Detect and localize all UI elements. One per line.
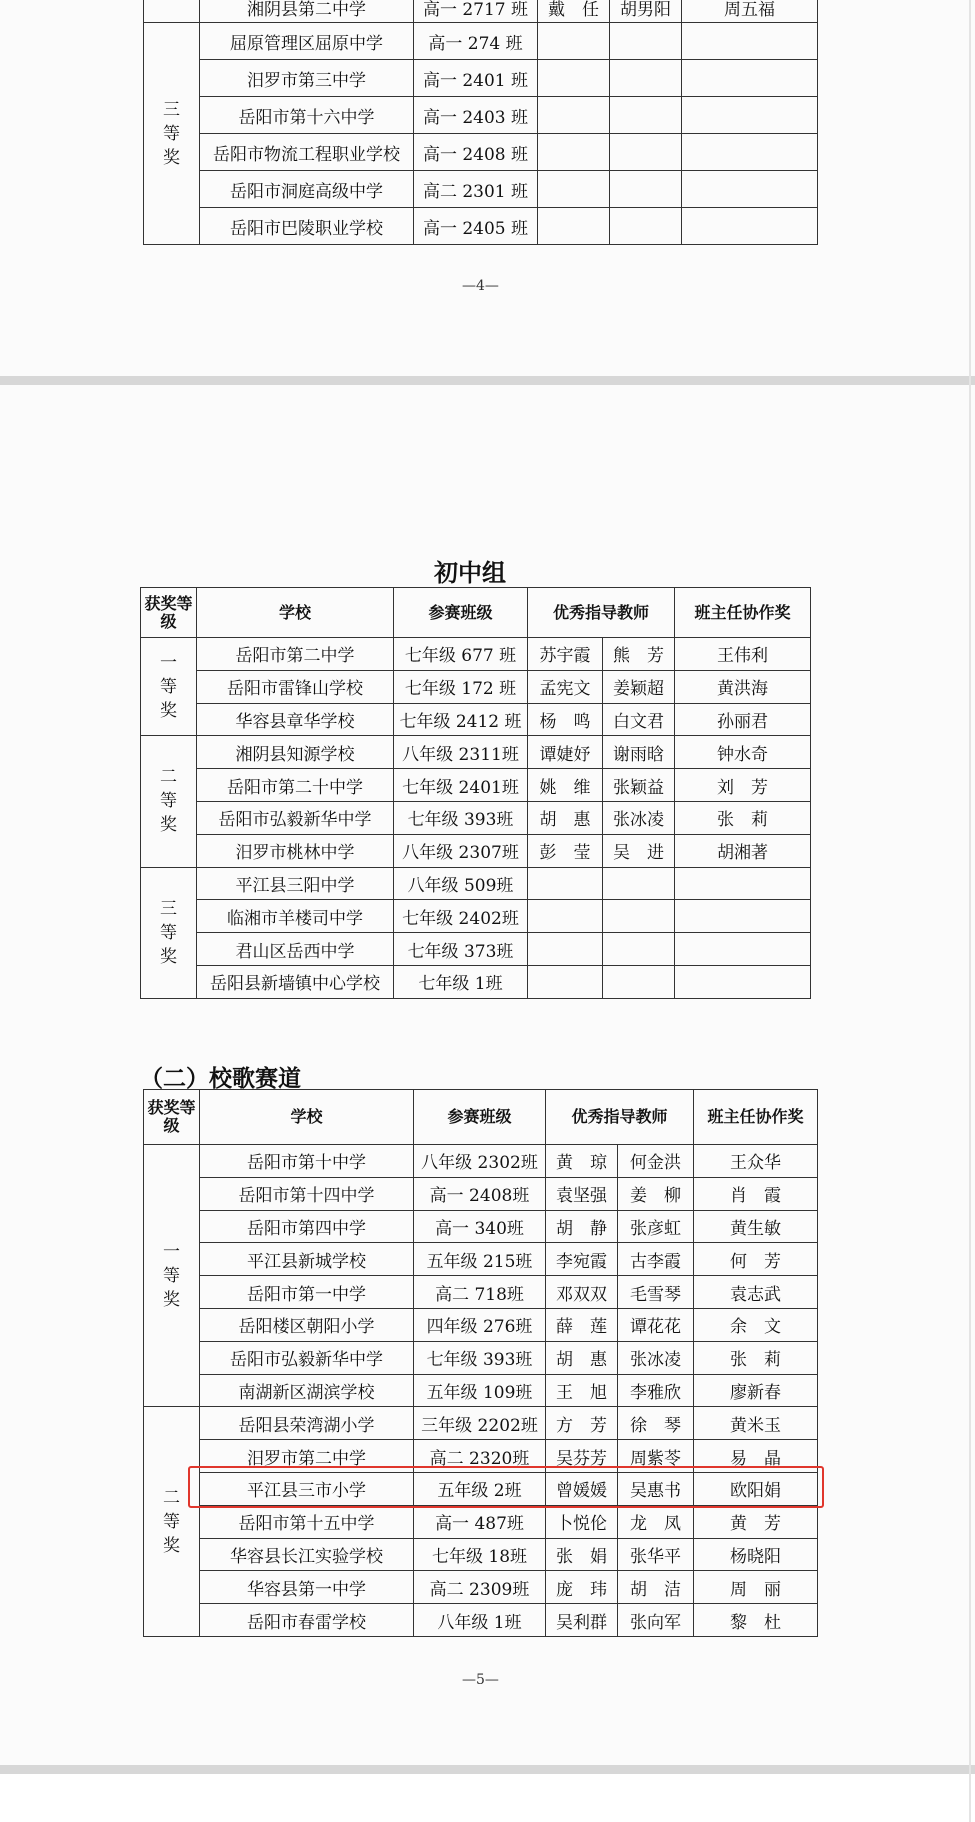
table-row [144,1571,818,1604]
helper-cell: 何 芳 [694,1243,818,1276]
school-cell: 岳阳市弘毅新华中学 [200,1341,414,1374]
teacher-cell: 姚 维 [528,769,603,802]
teacher-cell [528,965,603,998]
song-header-row [144,1090,818,1145]
class-cell: 八年级 1班 [414,1604,546,1637]
table-row [141,638,811,671]
teacher-cell [538,97,610,134]
table-row [141,670,811,703]
prize-level-text: 一等奖 [160,652,177,721]
helper-cell [675,933,811,966]
school-cell: 君山区岳西中学 [197,933,394,966]
t2-cell: 胡男阳 [610,0,682,23]
school-cell: 岳阳市洞庭高级中学 [200,171,414,208]
scroll-edge [969,0,971,1822]
school-cell: 岳阳市第十四中学 [200,1177,414,1210]
school-cell: 岳阳市第一中学 [200,1276,414,1309]
helper-cell: 黎 杜 [694,1604,818,1637]
helper-cell: 王众华 [694,1145,818,1178]
teacher-cell: 张华平 [618,1538,694,1571]
class-cell: 高一 487班 [414,1505,546,1538]
class-cell: 高一 2403 班 [414,97,538,134]
header-teachers: 优秀指导教师 [528,588,675,638]
teacher-cell: 谭花花 [618,1308,694,1341]
song-table-body [144,1145,818,1637]
class-cell: 七年级 2401班 [394,769,528,802]
prize-level-cell [144,0,200,23]
class-cell: 八年级 509班 [394,867,528,900]
teacher-cell [538,134,610,171]
class-cell: 高一 340班 [414,1210,546,1243]
header-level: 获奖等级 [141,588,197,638]
class-cell: 八年级 2311班 [394,736,528,769]
class-cell: 高一 2401 班 [414,60,538,97]
teacher-cell: 彭 莹 [528,834,603,867]
school-cell: 平江县三阳中学 [197,867,394,900]
teacher-cell: 李宛霞 [546,1243,618,1276]
song-section-title: （二）校歌赛道 [140,1065,301,1092]
helper-cell: 袁志武 [694,1276,818,1309]
class-cell: 八年级 2307班 [394,834,528,867]
table-row [141,801,811,834]
teacher-cell [603,933,675,966]
teacher-cell: 庞 玮 [546,1571,618,1604]
school-cell: 岳阳市第十五中学 [200,1505,414,1538]
school-cell: 岳阳市第十中学 [200,1145,414,1178]
table-row [144,1177,818,1210]
prize-level-text: 二等奖 [160,767,177,836]
table-row [141,834,811,867]
highlight-box [188,1466,824,1508]
prize-level-text: 一等奖 [163,1241,180,1310]
table-row [141,933,811,966]
helper-cell: 王伟利 [675,638,811,671]
class-cell: 七年级 2412 班 [394,703,528,736]
teacher-cell [610,23,682,60]
table-row [144,171,818,208]
helper-cell: 黄 芳 [694,1505,818,1538]
teacher-cell: 胡 静 [546,1210,618,1243]
teacher-cell: 方 芳 [546,1407,618,1440]
page-number-4: —4— [462,278,499,294]
table-row [144,97,818,134]
school-cell: 岳阳市第十六中学 [200,97,414,134]
teacher-cell: 谢雨晗 [603,736,675,769]
helper-cell: 周 丽 [694,1571,818,1604]
school-cell: 岳阳楼区朝阳小学 [200,1308,414,1341]
class-cell: 高一 2717 班 [414,0,538,23]
teacher-cell: 杨 鸣 [528,703,603,736]
school-cell: 岳阳市春雷学校 [200,1604,414,1637]
teacher-cell [528,867,603,900]
teacher-cell: 曾媛媛 [546,1472,618,1505]
helper-cell [675,867,811,900]
class-cell: 七年级 393班 [394,801,528,834]
table-row [144,1145,818,1178]
class-cell: 高二 2301 班 [414,171,538,208]
class-cell: 七年级 172 班 [394,670,528,703]
table-row [141,900,811,933]
page-number-5: —5— [462,1672,499,1688]
table-row [144,1210,818,1243]
table-row [144,1341,818,1374]
helper-cell: 胡湘著 [675,834,811,867]
teacher-cell: 谭婕妤 [528,736,603,769]
school-cell: 平江县新城学校 [200,1243,414,1276]
class-cell: 五年级 2班 [414,1472,546,1505]
helper-cell: 杨晓阳 [694,1538,818,1571]
junior-header-row [141,588,811,638]
class-cell: 七年级 393班 [414,1341,546,1374]
teacher-cell [528,933,603,966]
teacher-cell: 吴惠书 [618,1472,694,1505]
table-row [141,769,811,802]
teacher-cell: 姜颖超 [603,670,675,703]
table-row [144,1538,818,1571]
teacher-cell [610,208,682,245]
school-cell: 岳阳县新墙镇中心学校 [197,965,394,998]
helper-cell: 黄生敏 [694,1210,818,1243]
school-cell: 岳阳市弘毅新华中学 [197,801,394,834]
helper-cell [682,97,818,134]
prize-level-text: 二等奖 [163,1487,180,1556]
teacher-cell: 胡 惠 [546,1341,618,1374]
class-cell: 五年级 215班 [414,1243,546,1276]
teacher-cell: 张向军 [618,1604,694,1637]
teacher-cell: 白文君 [603,703,675,736]
teacher-cell: 熊 芳 [603,638,675,671]
table-row [144,1505,818,1538]
table-row [141,703,811,736]
helper-cell: 孙丽君 [675,703,811,736]
teacher-cell: 吴 进 [603,834,675,867]
helper-cell [682,208,818,245]
header-class: 参赛班级 [414,1090,546,1145]
prize-level-label [144,23,200,245]
school-cell: 岳阳市第二中学 [197,638,394,671]
junior-table-body [141,638,811,999]
class-cell: 高一 2405 班 [414,208,538,245]
header-level: 获奖等级 [144,1090,200,1145]
prize-level-label [141,638,197,736]
teacher-cell [538,23,610,60]
school-cell: 屈原管理区屈原中学 [200,23,414,60]
junior-group-title: 初中组 [434,558,506,587]
helper-cell [682,23,818,60]
helper-cell: 黄米玉 [694,1407,818,1440]
helper-cell [682,60,818,97]
class-cell: 高二 2320班 [414,1440,546,1473]
table-row [144,1407,818,1440]
prize-level-text: 三等奖 [160,898,177,967]
school-cell: 湘阴县知源学校 [197,736,394,769]
class-cell: 四年级 276班 [414,1308,546,1341]
class-cell: 八年级 2302班 [414,1145,546,1178]
teacher-cell [538,208,610,245]
teacher-cell: 周紫苓 [618,1440,694,1473]
teacher-cell [610,97,682,134]
school-cell: 华容县第一中学 [200,1571,414,1604]
teacher-cell: 毛雪琴 [618,1276,694,1309]
table-row [144,1374,818,1407]
table-row [144,23,818,60]
prize-level-label [141,736,197,867]
teacher-cell [603,965,675,998]
helper-cell: 肖 霞 [694,1177,818,1210]
school-cell: 岳阳市巴陵职业学校 [200,208,414,245]
table-row [141,867,811,900]
teacher-cell: 卜悦伦 [546,1505,618,1538]
school-cell: 湘阴县第二中学 [200,0,414,23]
table-row [144,1604,818,1637]
school-cell: 汨罗市桃林中学 [197,834,394,867]
teacher-cell: 姜 柳 [618,1177,694,1210]
helper-cell [675,900,811,933]
helper-cell: 黄洪海 [675,670,811,703]
class-cell: 高一 2408 班 [414,134,538,171]
teacher-cell [610,171,682,208]
table-row [141,736,811,769]
school-cell: 平江县三市小学 [200,1472,414,1505]
table-row [144,1243,818,1276]
helper-cell: 廖新春 [694,1374,818,1407]
helper-cell: 张 莉 [694,1341,818,1374]
teacher-cell: 张 娟 [546,1538,618,1571]
table-row [144,60,818,97]
teacher-cell: 李雅欣 [618,1374,694,1407]
class-cell: 七年级 2402班 [394,900,528,933]
table-row [144,134,818,171]
class-cell: 高二 718班 [414,1276,546,1309]
helper-cell [682,134,818,171]
class-cell: 七年级 677 班 [394,638,528,671]
header-helper: 班主任协作奖 [694,1090,818,1145]
helper-cell: 余 文 [694,1308,818,1341]
teacher-cell: 徐 琴 [618,1407,694,1440]
page-separator [0,376,975,385]
class-cell: 五年级 109班 [414,1374,546,1407]
teacher-cell: 龙 凤 [618,1505,694,1538]
prize-level-text: 三等奖 [163,99,180,168]
school-cell: 汨罗市第二中学 [200,1440,414,1473]
header-teachers: 优秀指导教师 [546,1090,694,1145]
junior-group-table [140,587,811,999]
prize-level-label [144,1407,200,1637]
prize-level-label [141,867,197,998]
teacher-cell: 古李霞 [618,1243,694,1276]
teacher-cell: 吴利群 [546,1604,618,1637]
table-row [144,208,818,245]
class-cell: 七年级 18班 [414,1538,546,1571]
helper-cell [675,965,811,998]
senior-table-body [144,0,818,245]
school-cell: 岳阳市第四中学 [200,1210,414,1243]
teacher-cell: 胡 洁 [618,1571,694,1604]
helper-cell: 易 晶 [694,1440,818,1473]
helper-cell: 钟水奇 [675,736,811,769]
teacher-cell [603,900,675,933]
senior-third-prize-table [143,0,818,245]
teacher-cell: 张颖益 [603,769,675,802]
prize-level-label [144,1145,200,1407]
table-row [144,1276,818,1309]
class-cell: 高二 2309班 [414,1571,546,1604]
helper-cell: 欧阳娟 [694,1472,818,1505]
header-helper: 班主任协作奖 [675,588,811,638]
teacher-cell: 张冰凌 [603,801,675,834]
teacher-cell: 薛 莲 [546,1308,618,1341]
teacher-cell: 张冰凌 [618,1341,694,1374]
class-cell: 高一 2408班 [414,1177,546,1210]
header-school: 学校 [197,588,394,638]
teacher-cell: 胡 惠 [528,801,603,834]
school-cell: 岳阳市第二十中学 [197,769,394,802]
teacher-cell: 袁坚强 [546,1177,618,1210]
table-row [144,1308,818,1341]
class-cell: 七年级 373班 [394,933,528,966]
class-cell: 三年级 2202班 [414,1407,546,1440]
class-cell: 七年级 1班 [394,965,528,998]
teacher-cell [610,134,682,171]
teacher-cell [610,60,682,97]
teacher-cell [603,867,675,900]
school-cell: 岳阳市雷锋山学校 [197,670,394,703]
header-school: 学校 [200,1090,414,1145]
teacher-cell: 黄 琼 [546,1145,618,1178]
teacher-cell: 张彦虹 [618,1210,694,1243]
helper-cell: 张 莉 [675,801,811,834]
page-separator [0,1765,975,1774]
teacher-cell: 孟宪文 [528,670,603,703]
school-cell: 岳阳县荣湾湖小学 [200,1407,414,1440]
school-cell: 岳阳市物流工程职业学校 [200,134,414,171]
table-row [141,965,811,998]
class-cell: 高一 274 班 [414,23,538,60]
table-row [144,0,818,23]
teacher-cell: 邓双双 [546,1276,618,1309]
teacher-cell [538,60,610,97]
school-cell: 华容县章华学校 [197,703,394,736]
teacher-cell: 苏宇霞 [528,638,603,671]
teacher-cell: 王 旭 [546,1374,618,1407]
school-cell: 华容县长江实验学校 [200,1538,414,1571]
school-song-table [143,1089,818,1637]
header-class: 参赛班级 [394,588,528,638]
school-cell: 南湖新区湖滨学校 [200,1374,414,1407]
school-cell: 汨罗市第三中学 [200,60,414,97]
teacher-cell [528,900,603,933]
teacher-cell: 何金洪 [618,1145,694,1178]
helper-cell: 周五福 [682,0,818,23]
helper-cell: 刘 芳 [675,769,811,802]
t1-cell: 戴 任 [538,0,610,23]
school-cell: 临湘市羊楼司中学 [197,900,394,933]
teacher-cell: 吴芬芳 [546,1440,618,1473]
teacher-cell [538,171,610,208]
helper-cell [682,171,818,208]
